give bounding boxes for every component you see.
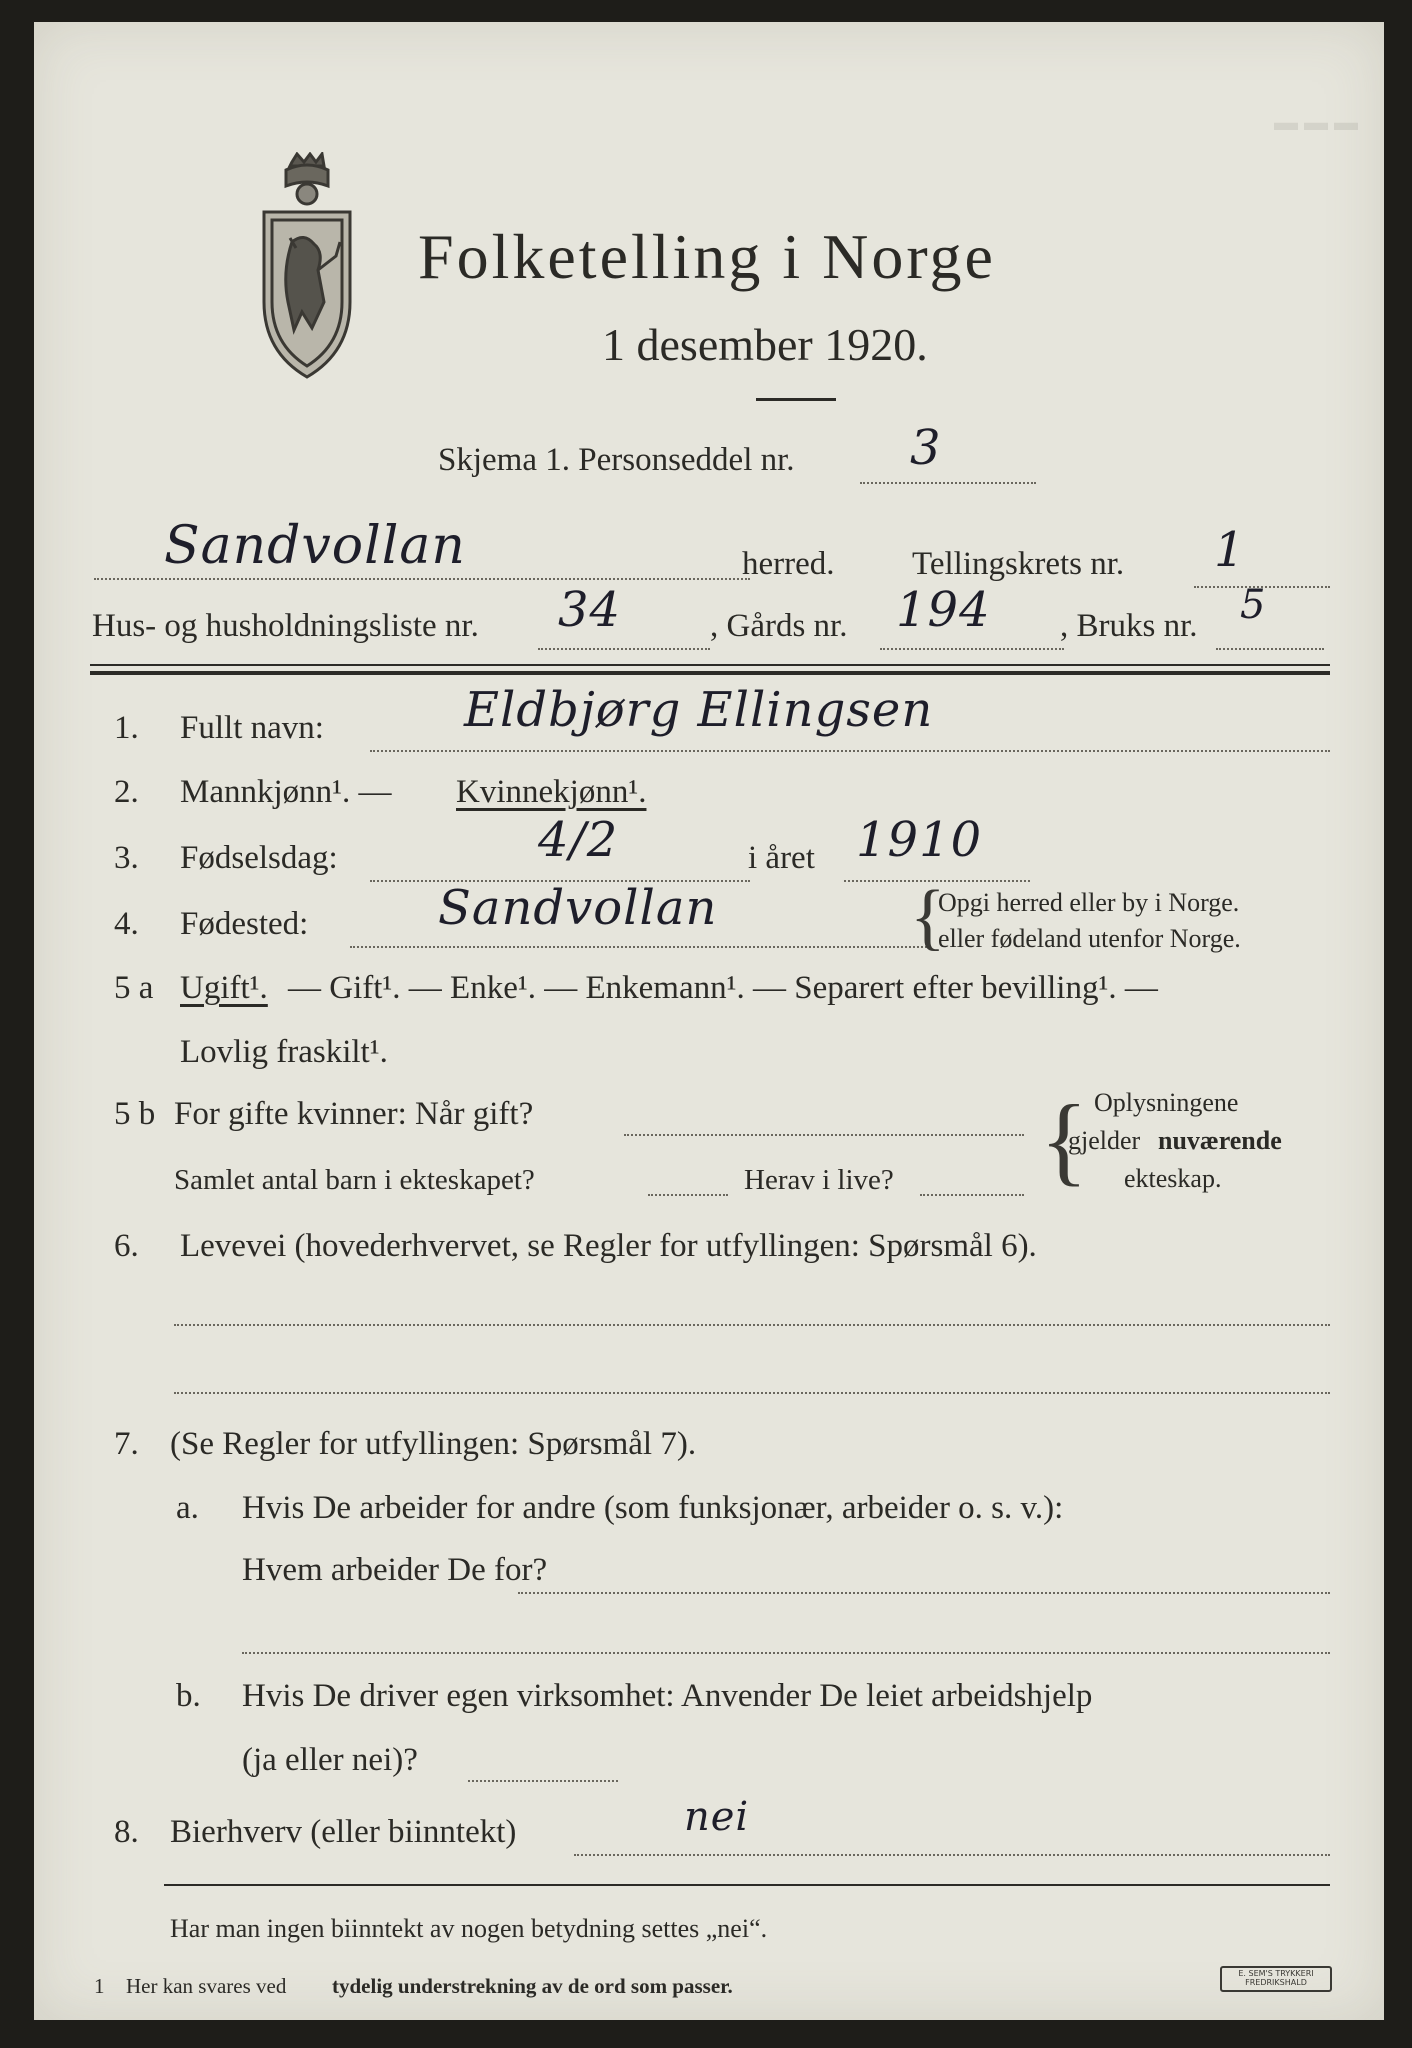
q3-year-value: 1910 [856,812,983,868]
q6-number: 6. [114,1228,139,1264]
q4-value: Sandvollan [438,880,718,936]
q1-value: Eldbjørg Ellingsen [464,682,934,738]
q1-label: Fullt navn: [180,710,324,746]
footer-note: Har man ingen biinntekt av nogen betydning settes „nei“. [170,1914,768,1943]
q1-dotted-line [370,750,1330,752]
gards-label: , Gårds nr. [710,608,848,644]
q7b-ja-nei-label: (ja eller nei)? [242,1742,418,1778]
footer-rule [164,1884,1330,1886]
q5b-note-line2a: gjelder [1068,1126,1141,1155]
q8-number: 8. [114,1814,139,1850]
form-title: Folketelling i Norge [418,221,996,292]
printer-stamp [1220,1966,1332,1992]
footnote-emphasis: tydelig understrekning av de ord som passer. [332,1974,733,1998]
q3-number: 3. [114,840,139,876]
q5b-note-line3: ekteskap. [1124,1164,1222,1193]
gards-value: 194 [896,582,991,638]
bleed-through-text: ▬ ▬ ▬ [1274,110,1358,136]
q5b-note-line2b: nuværende [1158,1126,1282,1155]
q6-dotted-line-2 [174,1392,1330,1394]
herred-value: Sandvollan [164,516,466,576]
q3-label: Fødselsdag: [180,840,338,876]
skjema-value: 3 [910,420,942,476]
q4-note-line1: Opgi herred eller by i Norge. [938,888,1240,917]
q5b-dotted-line [624,1134,1024,1136]
hus-value: 34 [558,582,622,638]
tellingskrets-value: 1 [1214,522,1246,578]
q5b-children-dotted-line [648,1194,728,1196]
q7b-dotted-line [468,1780,618,1782]
printer-stamp-line2: FREDRIKSHALD [1245,1977,1307,1987]
bruks-value: 5 [1240,582,1267,628]
title-divider [756,398,836,401]
census-form-sheet [34,22,1384,2020]
q4-brace: { [910,876,946,958]
q3-year-label: i året [748,840,815,876]
header-rule-bottom [90,671,1330,675]
q5b-note-line1: Oplysningene [1094,1088,1239,1117]
herred-label: herred. [742,546,835,582]
skjema-label: Skjema 1. Personseddel nr. [438,442,795,478]
herred-dotted-line [94,578,750,580]
q4-label: Fødested: [180,906,309,942]
q8-label: Bierhverv (eller biinntekt) [170,1814,517,1850]
printer-stamp-line1: E. SEM'S TRYKKERI [1238,1969,1314,1978]
q5b-brace: { [1040,1084,1088,1195]
q4-number: 4. [114,906,139,942]
q7a-dotted-line-2 [242,1652,1330,1654]
q6-dotted-line-1 [174,1324,1330,1326]
q2-male-option: Mannkjønn¹. — [180,774,392,810]
q7-number: 7. [114,1426,139,1462]
q8-dotted-line [574,1854,1330,1856]
q7a-dotted-line-1 [518,1592,1330,1594]
footnote-text: Her kan svares ved [126,1974,287,1998]
q3-value: 4/2 [538,812,619,868]
tellingskrets-label: Tellingskrets nr. [912,546,1125,582]
q7a-label: Hvis De arbeider for andre (som funksjonær, arbeider o. s. v.): [242,1490,1064,1526]
footnote-number: 1 [94,1974,105,1998]
q2-female-option: Kvinnekjønn¹. [456,774,647,810]
q5a-number: 5 a [114,970,154,1006]
q8-value: nei [684,1794,750,1840]
skjema-dotted-line [860,482,1036,484]
q2-number: 2. [114,774,139,810]
q5b-label: For gifte kvinner: Når gift? [174,1096,534,1132]
q7b-label: Hvis De driver egen virksomhet: Anvender De leiet arbeidshjelp [242,1678,1093,1714]
q7-label: (Se Regler for utfyllingen: Spørsmål 7). [170,1426,697,1462]
q5a-fraskilt-option: Lovlig fraskilt¹. [180,1034,388,1070]
q4-note-line2: eller fødeland utenfor Norge. [938,924,1241,953]
q5a-other-options: — Gift¹. — Enke¹. — Enkemann¹. — Separert efter bevilling¹. — [288,970,1158,1006]
hus-dotted-line [538,648,710,650]
q7a-letter: a. [176,1490,199,1526]
q4-dotted-line [350,946,930,948]
hus-label: Hus- og husholdningsliste nr. [92,608,479,644]
q5b-alive-label: Herav i live? [744,1164,894,1196]
bruks-label: , Bruks nr. [1060,608,1198,644]
bruks-dotted-line [1216,648,1324,650]
q5a-ugift-option: Ugift¹. [180,970,268,1006]
q7a-who-label: Hvem arbeider De for? [242,1552,548,1588]
q5b-alive-dotted-line [920,1194,1024,1196]
gards-dotted-line [880,648,1064,650]
q6-label: Levevei (hovederhvervet, se Regler for utfyllingen: Spørsmål 6). [180,1228,1037,1264]
q1-number: 1. [114,710,139,746]
q5b-children-label: Samlet antal barn i ekteskapet? [174,1164,535,1196]
header-rule-top [90,664,1330,666]
q5b-number: 5 b [114,1096,156,1132]
form-date: 1 desember 1920. [602,319,928,370]
q7b-letter: b. [176,1678,201,1714]
norwegian-coat-of-arms-icon [252,152,362,382]
